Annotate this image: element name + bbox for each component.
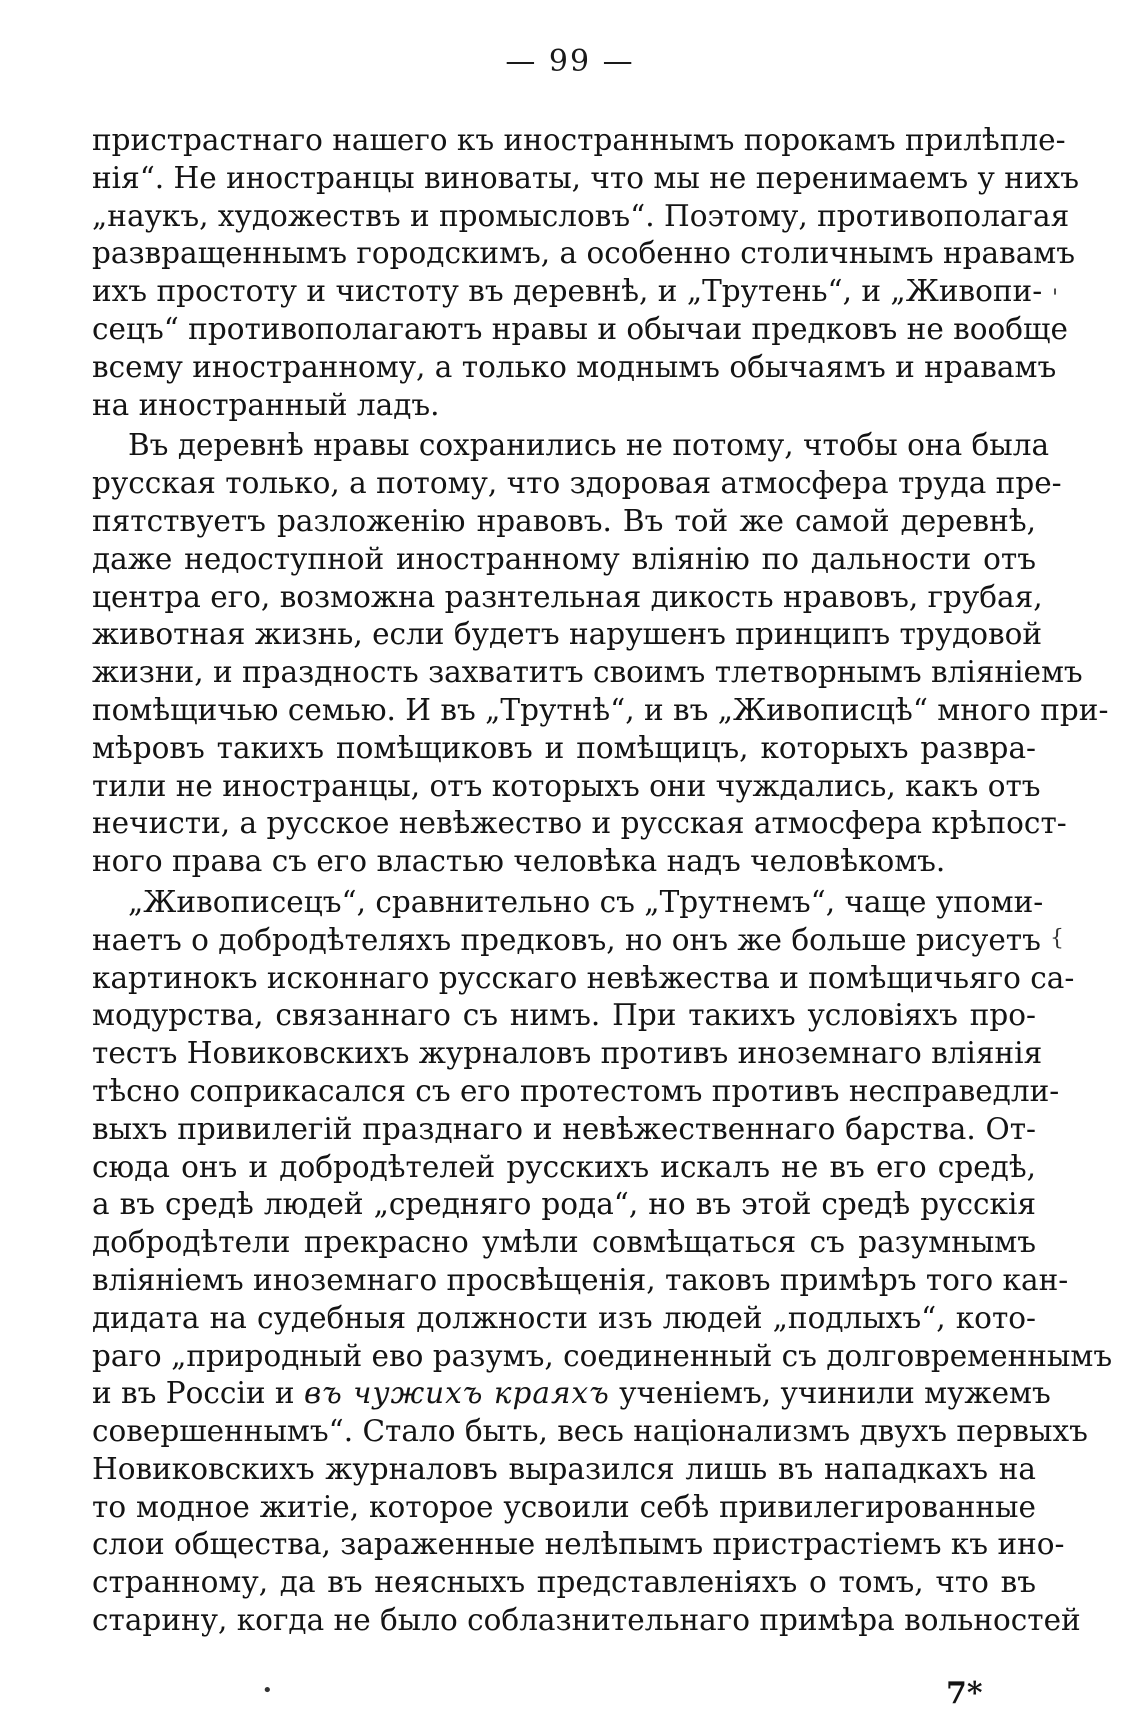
text-line: пятствуетъ разложенію нравовъ. Въ той же самой деревнѣ, xyxy=(92,503,1036,538)
text-line: животная жизнь, если будетъ нарушенъ принципъ трудовой xyxy=(92,617,1043,652)
paragraph-3 xyxy=(92,884,1113,1375)
text-line: мѣровъ такихъ помѣщиковъ и помѣщицъ, которыхъ развра- xyxy=(92,730,1036,765)
text-line: „Живописецъ“, сравнительно съ „Трутнемъ“, чаще упоми- xyxy=(128,884,1044,919)
text-line: русская только, а потому, что здоровая атмосфера труда пре- xyxy=(92,466,1062,501)
text-line: совершеннымъ“. Стало быть, весь націонализмъ двухъ первыхъ xyxy=(92,1414,1088,1449)
text-line: модурства, связаннаго съ нимъ. При такихъ условіяхъ про- xyxy=(92,998,1036,1033)
text-line: нечисти, а русское невѣжество и русская атмосфера крѣпост- xyxy=(92,806,1067,841)
text-line: сюда онъ и добродѣтелей русскихъ искалъ не въ его средѣ, xyxy=(92,1149,1036,1184)
text-line: „наукъ, художествъ и промысловъ“. Поэтому, противополагая xyxy=(92,198,1070,233)
text-line: на иностранный ладъ. xyxy=(92,387,440,422)
text-line: то модное житіе, которое усвоили себѣ привилегированные xyxy=(92,1489,1036,1524)
text-line: нія“. Не иностранцы виноваты, что мы не перенимаемъ у нихъ xyxy=(92,160,1080,195)
paragraph-3-continued xyxy=(92,1413,1088,1640)
text-line: ихъ простоту и чистоту въ деревнѣ, и „Трутень“, и „Живопи- xyxy=(92,274,1043,309)
text-line: тили не иностранцы, отъ которыхъ они чуждались, какъ отъ xyxy=(92,768,1041,803)
page-number: — 99 — xyxy=(505,44,635,79)
text-line: картинокъ исконнаго русскаго невѣжества и помѣщичьяго са- xyxy=(92,960,1075,995)
paragraph-1 xyxy=(92,122,1080,424)
paragraph-2 xyxy=(92,427,1109,881)
margin-brace: { xyxy=(1050,926,1064,951)
italic-phrase: въ чужихъ краяхъ xyxy=(303,1376,610,1411)
text-line: слои общества, зараженные нелѣпымъ пристрастіемъ къ ино- xyxy=(92,1527,1065,1562)
signature-mark: 7* xyxy=(946,1676,983,1711)
text-line: Новиковскихъ журналовъ выразился лишь въ нападкахъ на xyxy=(92,1451,1036,1486)
text-line: тѣсно соприкасался съ его протестомъ противъ несправедли- xyxy=(92,1073,1060,1108)
body-text xyxy=(92,122,1113,1640)
text-line: пристрастнаго нашего къ иностраннымъ порокамъ прилѣпле- xyxy=(92,123,1066,157)
text-line-italic: и въ Россіи и въ чужихъ краяхъ ученіемъ, учинили мужемъ xyxy=(92,1376,1051,1411)
text-line: наетъ о добродѣтеляхъ предковъ, но онъ же больше рисуетъ xyxy=(92,922,1041,957)
text-line: старину, когда не было соблазнительнаго примѣра вольностей xyxy=(92,1603,1081,1638)
text-line: Въ деревнѣ нравы сохранились не потому, чтобы она была xyxy=(128,428,1050,463)
text-line: добродѣтели прекрасно умѣли совмѣщаться съ разумнымъ xyxy=(92,1225,1036,1260)
text-line: центра его, возможна разнтельная дикость нравовъ, грубая, xyxy=(92,579,1043,614)
text-line: тестъ Новиковскихъ журналовъ противъ иноземнаго вліянія xyxy=(92,1036,1043,1071)
margin-tick: ' xyxy=(1052,286,1059,311)
text-line: помѣщичью семью. И въ „Трутнѣ“, и въ „Живописцѣ“ много при- xyxy=(92,692,1109,727)
text-line: дидата на судебныя должности изъ людей „подлыхъ“, кото- xyxy=(92,1300,1036,1335)
text-line: вліяніемъ иноземнаго просвѣщенія, таковъ примѣръ того кан- xyxy=(92,1262,1069,1297)
text-line: жизни, и праздность захватитъ своимъ тлетворнымъ вліяніемъ xyxy=(92,655,1083,690)
text-line: развращеннымъ городскимъ, а особенно столичнымъ нравамъ xyxy=(92,236,1076,271)
text-line: даже недоступной иностранному вліянію по дальности отъ xyxy=(92,541,1036,576)
ink-speck: • xyxy=(262,1680,273,1701)
text-line: всему иностранному, а только моднымъ обычаямъ и нравамъ xyxy=(92,349,1057,384)
text-line: сецъ“ противополагаютъ нравы и обычаи предковъ не вообще xyxy=(92,311,1068,346)
text-line: выхъ привилегій празднаго и невѣжественнаго барства. От- xyxy=(92,1111,1036,1146)
text-line: а въ средѣ людей „средняго рода“, но въ этой средѣ русскія xyxy=(92,1187,1036,1222)
text-line: раго „природный ево разумъ, соединенный съ долговременнымъ xyxy=(92,1338,1113,1373)
text-line: странному, да въ неясныхъ представленіяхъ о томъ, что въ xyxy=(92,1565,1036,1600)
text-line: ного права съ его властью человѣка надъ человѣкомъ. xyxy=(92,844,946,879)
